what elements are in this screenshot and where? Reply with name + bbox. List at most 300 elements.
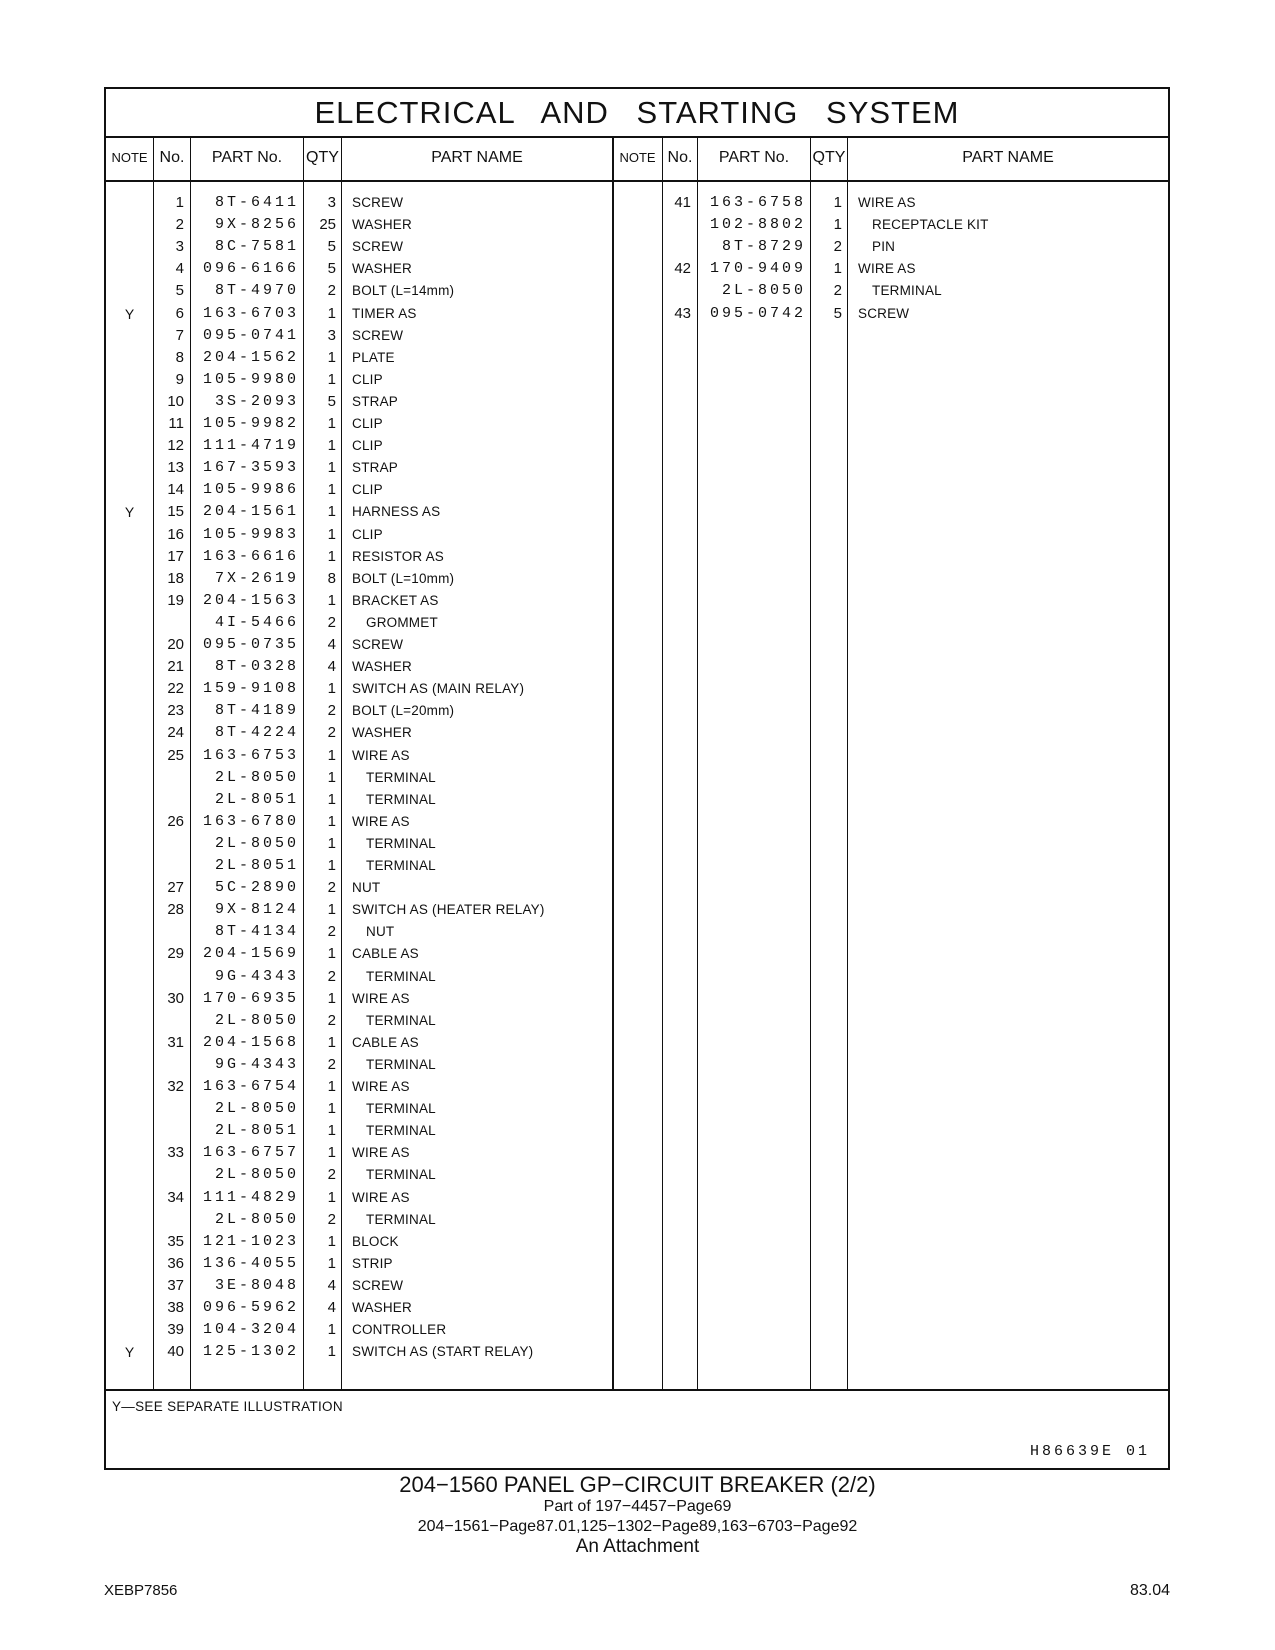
note-cell (106, 524, 153, 546)
quantity: 1 (327, 304, 336, 322)
item-number: 29 (167, 945, 184, 963)
table-row (106, 347, 1168, 369)
part-number: 7X-2619 (214, 569, 299, 587)
part-number: 2L-8050 (214, 834, 299, 852)
quantity: 1 (327, 459, 336, 477)
table-row (106, 1319, 1168, 1341)
note-cell (106, 745, 153, 767)
item-number: 3 (175, 238, 184, 256)
quantity: 1 (327, 812, 336, 830)
table-row (106, 1120, 1168, 1142)
part-number: 204-1562 (202, 348, 299, 366)
quantity: 2 (327, 282, 336, 300)
item-number: 23 (167, 702, 184, 720)
part-number: 102-8802 (709, 216, 806, 234)
part-number: 2L-8050 (214, 768, 299, 786)
table-row (106, 678, 1168, 700)
item-number (154, 1120, 184, 1142)
part-name: RECEPTACLE KIT (872, 217, 989, 233)
note-cell (106, 1319, 153, 1341)
table-header-row (106, 136, 1168, 182)
note-cell (106, 789, 153, 811)
item-number (154, 789, 184, 811)
table-row (106, 303, 1168, 325)
item-number: 16 (167, 525, 184, 543)
part-name: CLIP (352, 438, 383, 454)
header-part-name-left: PART NAME (431, 149, 523, 166)
part-number: 096-6166 (202, 260, 299, 278)
table-row (106, 192, 1168, 214)
quantity: 1 (327, 437, 336, 455)
table-row (106, 325, 1168, 347)
quantity: 1 (327, 768, 336, 786)
part-number: 105-9980 (202, 370, 299, 388)
item-number: 32 (167, 1078, 184, 1095)
part-name: RESISTOR AS (352, 548, 444, 564)
part-name: PLATE (352, 349, 395, 365)
part-name: CLIP (352, 526, 383, 542)
note-cell (106, 1076, 153, 1098)
part-number: 095-0741 (202, 326, 299, 344)
part-name: SCREW (352, 327, 404, 343)
part-name: WASHER (352, 217, 412, 233)
part-number: 170-6935 (202, 989, 299, 1007)
part-name: TERMINAL (366, 1167, 436, 1183)
part-number: 2L-8051 (214, 857, 299, 874)
item-number: 40 (167, 1343, 184, 1361)
item-number (154, 767, 184, 789)
quantity: 2 (327, 967, 336, 985)
item-number (154, 1098, 184, 1120)
table-row (106, 899, 1168, 921)
item-number: 11 (168, 415, 184, 432)
quantity: 3 (327, 194, 336, 211)
part-number: 8T-4970 (214, 282, 299, 300)
quantity: 1 (327, 1188, 336, 1206)
item-number: 33 (167, 1144, 184, 1162)
quantity: 1 (327, 348, 336, 366)
part-name: BLOCK (352, 1233, 399, 1249)
part-name: STRAP (352, 460, 399, 476)
quantity: 2 (833, 282, 842, 300)
quantity: 2 (327, 923, 336, 941)
note-cell (106, 833, 153, 855)
table-row (106, 1253, 1168, 1275)
part-number: 095-0742 (709, 304, 806, 322)
part-name: TERMINAL (366, 791, 436, 807)
quantity: 2 (327, 1055, 336, 1073)
part-name: SCREW (352, 637, 404, 652)
part-number: 2L-8050 (214, 1166, 299, 1184)
note-cell (106, 1010, 153, 1032)
item-number: 18 (167, 569, 184, 587)
note-cell (106, 1120, 153, 1142)
table-row (106, 236, 1168, 258)
note-cell (106, 966, 153, 988)
table-row (106, 1341, 1168, 1363)
part-name: TERMINAL (872, 283, 942, 299)
item-number: 26 (167, 812, 184, 830)
caption-references: 204−1561−Page87.01,125−1302−Page89,163−6703−Page92 (417, 1518, 858, 1535)
table-row (106, 811, 1168, 833)
part-name: SWITCH AS (HEATER RELAY) (352, 902, 545, 918)
part-number: 159-9108 (202, 680, 299, 698)
part-number: 163-6754 (202, 1078, 299, 1095)
note-cell (106, 1098, 153, 1120)
quantity: 1 (327, 1232, 336, 1250)
item-number: 24 (167, 724, 184, 742)
part-name: WIRE AS (352, 1079, 410, 1094)
item-number: 6 (175, 304, 184, 322)
part-name: GROMMET (366, 614, 438, 630)
item-number: 30 (167, 989, 184, 1007)
item-number: 38 (167, 1299, 184, 1316)
table-row (106, 524, 1168, 546)
note-cell (106, 943, 153, 965)
part-number: 2L-8050 (214, 1100, 299, 1118)
quantity: 1 (327, 989, 336, 1007)
quantity: 1 (327, 746, 336, 764)
part-name: WASHER (352, 261, 412, 277)
item-number (154, 855, 184, 877)
table-row (106, 767, 1168, 789)
note-cell (613, 214, 662, 236)
part-name: TERMINAL (366, 1101, 436, 1117)
quantity: 2 (327, 1210, 336, 1228)
table-row (106, 789, 1168, 811)
quantity: 25 (319, 216, 336, 234)
part-number: 8T-8729 (721, 238, 806, 256)
item-number: 2 (175, 216, 184, 234)
part-number: 167-3593 (202, 459, 299, 477)
table-row (106, 612, 1168, 634)
note-cell (106, 413, 153, 435)
note-cell: Y (124, 1344, 135, 1361)
part-name: WASHER (352, 1300, 412, 1315)
note-cell (106, 435, 153, 457)
part-name: WASHER (352, 659, 412, 675)
quantity: 1 (327, 1144, 336, 1162)
quantity: 3 (327, 326, 336, 344)
note-cell (613, 280, 662, 302)
item-number: 15 (167, 503, 184, 521)
table-row (106, 391, 1168, 413)
table-row (106, 1010, 1168, 1032)
part-name: WASHER (352, 725, 412, 741)
item-number: 27 (167, 879, 184, 897)
table-body (106, 182, 1168, 1406)
table-row (106, 921, 1168, 943)
part-number: 8C-7581 (214, 238, 299, 256)
parts-table-frame (104, 87, 1170, 1470)
part-name: NUT (352, 880, 381, 896)
table-row (106, 413, 1168, 435)
quantity: 5 (327, 392, 336, 410)
item-number: 17 (167, 547, 184, 565)
item-number: 25 (167, 746, 184, 764)
part-name: SCREW (352, 239, 404, 255)
table-row (106, 1231, 1168, 1253)
item-number: 28 (167, 901, 184, 919)
quantity: 5 (833, 304, 842, 322)
quantity: 2 (327, 1166, 336, 1184)
note-cell (106, 1231, 153, 1253)
part-name: HARNESS AS (352, 504, 441, 520)
item-number: 42 (674, 260, 691, 278)
caption-attachment: An Attachment (575, 1536, 700, 1557)
part-name: TERMINAL (366, 769, 436, 785)
note-cell (106, 767, 153, 789)
part-number: 5C-2890 (214, 879, 299, 897)
table-row (106, 590, 1168, 612)
part-name: CLIP (352, 371, 383, 387)
note-cell (106, 722, 153, 744)
part-number: 9X-8124 (214, 901, 299, 919)
table-row (106, 568, 1168, 590)
part-number: 163-6703 (202, 304, 299, 322)
quantity: 1 (327, 857, 336, 874)
table-row (106, 457, 1168, 479)
table-row (106, 479, 1168, 501)
part-number: 163-6780 (202, 812, 299, 830)
item-number: 4 (175, 260, 184, 278)
part-name: CLIP (352, 416, 383, 431)
part-number: 125-1302 (202, 1343, 299, 1361)
table-row (106, 745, 1168, 767)
note-cell (106, 568, 153, 590)
header-qty-left: QTY (306, 149, 339, 166)
item-number: 39 (167, 1321, 184, 1339)
table-row (106, 855, 1168, 877)
item-number: 7 (175, 326, 184, 344)
note-cell (106, 921, 153, 943)
note-cell (106, 369, 153, 391)
note-cell (106, 590, 153, 612)
part-number: 111-4829 (202, 1188, 299, 1206)
quantity: 2 (327, 879, 336, 897)
part-number: 136-4055 (202, 1254, 299, 1272)
note-cell (613, 236, 662, 258)
part-number: 163-6616 (202, 547, 299, 565)
item-number: 13 (167, 459, 184, 477)
quantity: 1 (327, 1033, 336, 1051)
quantity: 1 (833, 194, 842, 211)
part-number: 2L-8050 (214, 1210, 299, 1228)
table-row (106, 258, 1168, 280)
part-name: STRIP (352, 1255, 393, 1271)
item-number: 14 (167, 481, 184, 499)
item-number: 31 (167, 1033, 184, 1051)
quantity: 2 (327, 1011, 336, 1029)
note-cell (106, 811, 153, 833)
note-cell (106, 391, 153, 413)
header-note-right: NOTE (619, 150, 656, 165)
item-number (154, 921, 184, 943)
table-row (106, 501, 1168, 523)
document-id: XEBP7856 (104, 1582, 178, 1599)
quantity: 1 (833, 216, 842, 234)
table-row (106, 546, 1168, 568)
note-cell (106, 1054, 153, 1076)
note-cell (106, 612, 153, 634)
item-number (154, 1209, 184, 1231)
quantity: 4 (327, 1276, 336, 1294)
note-cell (106, 877, 153, 899)
note-cell: Y (124, 305, 135, 322)
part-number: 105-9982 (202, 415, 299, 432)
header-part-no-right: PART No. (718, 149, 790, 166)
quantity: 1 (327, 481, 336, 499)
quantity: 1 (327, 680, 336, 698)
item-number (154, 1010, 184, 1032)
item-number: 36 (167, 1254, 184, 1272)
part-name: CONTROLLER (352, 1322, 447, 1338)
table-row (106, 1164, 1168, 1186)
caption-title: 204−1560 PANEL GP−CIRCUIT BREAKER (2/2) (399, 1472, 876, 1497)
note-cell (106, 1209, 153, 1231)
note-cell (106, 479, 153, 501)
part-name: NUT (366, 924, 395, 940)
table-row (106, 656, 1168, 678)
note-cell (106, 700, 153, 722)
part-name: STRAP (352, 393, 399, 409)
item-number: 35 (167, 1232, 184, 1250)
table-row (106, 1076, 1168, 1098)
part-name: PIN (872, 239, 896, 255)
note-cell (106, 988, 153, 1010)
item-number: 34 (167, 1188, 184, 1206)
table-row (106, 214, 1168, 236)
drawing-number: H86639E 01 (1029, 1443, 1150, 1460)
item-number (154, 966, 184, 988)
part-name: WIRE AS (352, 813, 410, 829)
quantity: 4 (327, 658, 336, 676)
quantity: 2 (327, 702, 336, 720)
item-number: 41 (674, 194, 691, 211)
part-number: 163-6758 (709, 194, 806, 211)
part-number: 3E-8048 (214, 1276, 299, 1294)
part-number: 163-6757 (202, 1144, 299, 1162)
item-number: 43 (674, 304, 691, 322)
part-number: 2L-8050 (721, 282, 806, 300)
quantity: 1 (327, 1254, 336, 1272)
item-number (154, 833, 184, 855)
quantity: 5 (327, 238, 336, 256)
part-number: 9G-4343 (214, 967, 299, 985)
table-row (106, 280, 1168, 302)
item-number (154, 1054, 184, 1076)
part-number: 204-1568 (202, 1033, 299, 1051)
quantity: 1 (327, 591, 336, 609)
item-number: 9 (175, 370, 184, 388)
header-qty-right: QTY (812, 149, 846, 166)
table-row (106, 1054, 1168, 1076)
part-name: TERMINAL (366, 968, 436, 984)
item-number (663, 214, 691, 236)
quantity: 2 (833, 238, 842, 256)
table-row (106, 369, 1168, 391)
table-row (106, 943, 1168, 965)
part-name: TERMINAL (366, 1012, 436, 1028)
note-cell (106, 546, 153, 568)
quantity: 2 (327, 724, 336, 742)
quantity: 8 (327, 569, 336, 587)
note-cell: Y (124, 504, 135, 521)
note-cell (613, 192, 662, 214)
header-part-name-right: PART NAME (962, 149, 1054, 166)
part-name: BOLT (L=20mm) (352, 703, 455, 719)
quantity: 1 (327, 945, 336, 963)
note-cell (106, 634, 153, 656)
item-number: 20 (167, 636, 184, 653)
note-cell (106, 656, 153, 678)
quantity: 1 (327, 1321, 336, 1339)
table-row (106, 1187, 1168, 1209)
part-number: 095-0735 (202, 636, 299, 653)
note-cell (106, 855, 153, 877)
note-cell (106, 1275, 153, 1297)
part-number: 2L-8051 (214, 790, 299, 808)
item-number (663, 236, 691, 258)
note-cell (106, 457, 153, 479)
note-cell (106, 678, 153, 700)
item-number: 12 (167, 437, 184, 455)
table-row (106, 833, 1168, 855)
part-number: 111-4719 (202, 437, 299, 455)
part-number: 2L-8050 (214, 1011, 299, 1029)
table-row (106, 435, 1168, 457)
item-number: 37 (167, 1276, 184, 1294)
quantity: 1 (327, 834, 336, 852)
table-row (106, 722, 1168, 744)
part-name: TERMINAL (366, 1056, 436, 1072)
part-name: BRACKET AS (352, 592, 439, 608)
caption-part-of: Part of 197−4457−Page69 (543, 1498, 732, 1515)
quantity: 1 (327, 370, 336, 388)
part-name: WIRE AS (352, 1145, 410, 1161)
part-name: TERMINAL (366, 835, 436, 851)
part-number: 163-6753 (202, 746, 299, 764)
part-number: 8T-6411 (214, 194, 299, 211)
part-name: TERMINAL (366, 858, 436, 873)
part-number: 8T-4189 (214, 702, 299, 720)
part-name: CABLE AS (352, 1034, 419, 1050)
note-cell (613, 303, 662, 325)
note-cell (106, 1164, 153, 1186)
part-number: 8T-4224 (214, 724, 299, 742)
item-number: 10 (167, 392, 184, 410)
quantity: 5 (327, 260, 336, 278)
quantity: 1 (327, 901, 336, 919)
note-cell (106, 899, 153, 921)
part-number: 204-1563 (202, 591, 299, 609)
quantity: 1 (327, 1122, 336, 1140)
part-number: 9G-4343 (214, 1055, 299, 1073)
part-name: CABLE AS (352, 946, 419, 962)
part-name: SWITCH AS (START RELAY) (352, 1344, 534, 1360)
header-no-right: No. (667, 149, 693, 166)
part-number: 204-1561 (202, 503, 299, 521)
quantity: 1 (327, 1100, 336, 1118)
part-name: BOLT (L=14mm) (352, 283, 455, 299)
part-number: 3S-2093 (214, 392, 299, 410)
table-row (106, 700, 1168, 722)
item-number (663, 280, 691, 302)
item-number: 8 (175, 348, 184, 366)
table-row (106, 877, 1168, 899)
part-name: CLIP (352, 482, 383, 498)
part-number: 4I-5466 (214, 613, 299, 631)
